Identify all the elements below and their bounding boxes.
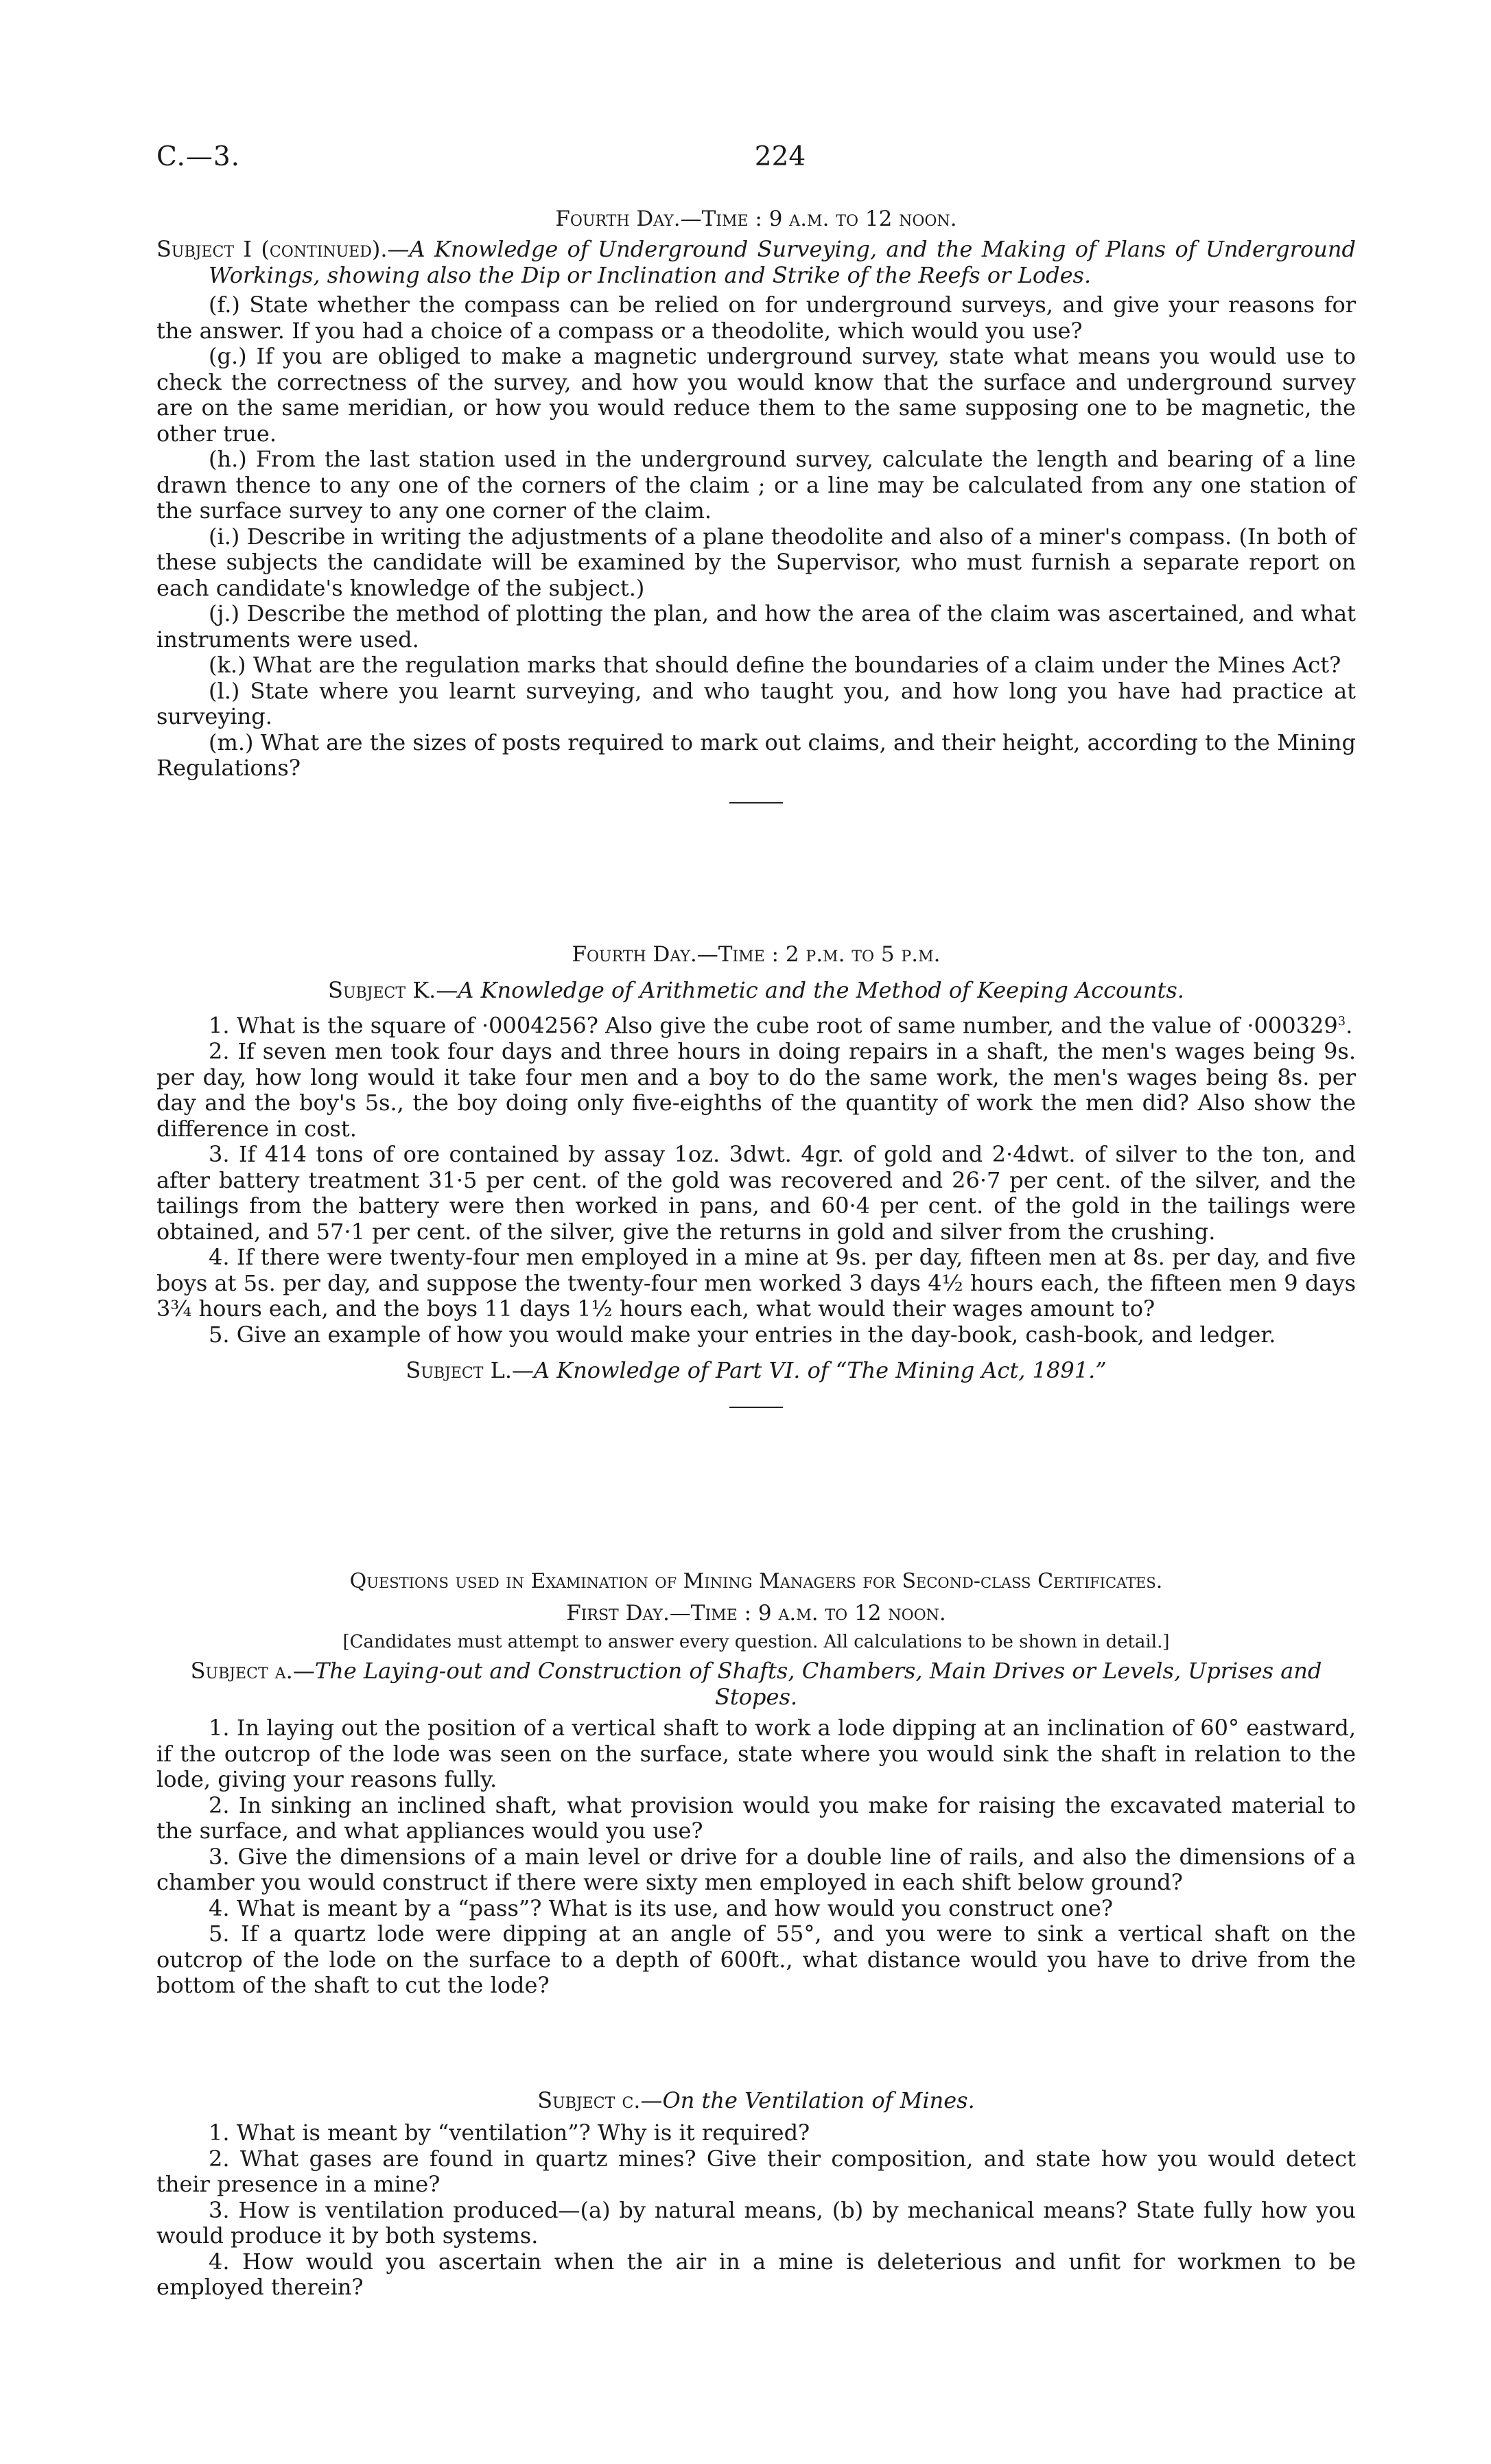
question-item: (j.) Describe the method of plotting the plan, and how the area of the claim was ascertained, and what instruments were used. xyxy=(156,600,1356,653)
question-list xyxy=(156,1009,1356,1348)
question-item: 1. In laying out the position of a vertical shaft to work a lode dipping at an inclination of 60° eastward, if the outcrop of the lode was seen on the surface, state where you would sink the shaft in relation to the lode, giving your reasons fully. xyxy=(156,1715,1356,1792)
subject-title: The Laying-out and Construction of Shafts, Chambers, Main Drives or Levels, Uprises and Stopes. xyxy=(314,1658,1322,1710)
page-header xyxy=(156,141,1356,183)
question-item: 5. If a quartz lode were dipping at an angle of 55°, and you were to sink a vertical shaft on the outcrop of the lode on the surface to a depth of 600ft., what distance would you have to drive from the bottom of the shaft to cut the lode? xyxy=(156,1921,1356,1998)
question-item: (l.) State where you learnt surveying, and who taught you, and how long you have had practice at surveying. xyxy=(156,677,1356,729)
question-item: 4. What is meant by a “pass”? What is its use, and how would you construct one? xyxy=(209,1894,1113,1921)
question-item: 3. If 414 tons of ore contained by assay 1oz. 3dwt. 4gr. of gold and 2·4dwt. of silver to the ton, and after battery treatment 31·5 per cent. of the gold was recovered and 26·7 per cent. of the silver, and the tailings from the battery were then worked in pans, and 60·4 per cent. of the gold in the tailings were obtained, and 57·1 per cent. of the silver, give the returns in gold and silver from the crushing. xyxy=(156,1141,1356,1245)
question-item: (i.) Describe in writing the adjustments of a plane theodolite and also of a miner's compass. (In both of these subjects the candidate will be examined by the Supervisor, who must furnish a separate report on each candidate's knowledge of the subject.) xyxy=(156,523,1356,601)
question-item: 5. Give an example of how you would make your entries in the day-book, cash-book, and ledger. xyxy=(209,1321,1276,1348)
subject-title: A Knowledge of Underground Surveying, and the Making of Plans of Underground Workings, showing also the Dip or Inclination and Strike of the Reefs or Lodes. xyxy=(209,236,1356,288)
question-item: (f.) State whether the compass can be relied on for underground surveys, and give your reasons for the answer. If you had a choice of a compass or a theodolite, which would you use? xyxy=(156,292,1356,344)
subject-l-heading xyxy=(156,1357,1356,1383)
section-ventilation xyxy=(156,2087,1356,2301)
question-item: 2. What gases are found in quartz mines? Give their composition, and state how you would detect their presence in a mine? xyxy=(156,2145,1356,2197)
subject-heading xyxy=(156,1658,1356,1710)
section-second-class-exam xyxy=(156,1569,1356,1999)
subject-label: Subject K.— xyxy=(328,977,458,1003)
subject-title: A Knowledge of Part VI. of “The Mining Act, 1891.” xyxy=(534,1357,1107,1384)
question-item xyxy=(156,1009,1356,1039)
document-id: C.—3. xyxy=(156,141,241,172)
day-heading: First Day.—Time : 9 a.m. to 12 noon. xyxy=(566,1601,946,1626)
subject-heading xyxy=(156,2087,1356,2113)
question-item: (m.) What are the sizes of posts required to mark out claims, and their height, according to the Mining Regulations? xyxy=(156,729,1356,781)
day-heading: Fourth Day.—Time : 2 p.m. to 5 p.m. xyxy=(572,942,941,967)
question-item: (g.) If you are obliged to make a magnetic underground survey, state what means you would use to check the correctness of the survey, and how you would know that the surface and underground survey are on the same meridian, or how you would reduce them to the same supposing one to be magnetic, the other true. xyxy=(156,343,1356,447)
instructions-note: [Candidates must attempt to answer every question. All calculations to be shown in detail.] xyxy=(342,1632,1170,1652)
section-divider xyxy=(156,1407,1356,1408)
question-list xyxy=(156,1715,1356,1999)
subject-heading xyxy=(156,977,1356,1003)
question-item: 4. If there were twenty-four men employed in a mine at 9s. per day, fifteen men at 8s. per day, and five boys at 5s. per day, and suppose the twenty-four men worked 3 days 4½ hours each, the fifteen men 9 days 3¾ hours each, and the boys 11 days 1½ hours each, what would their wages amount to? xyxy=(156,1244,1356,1322)
question-item: (k.) What are the regulation marks that should define the boundaries of a claim under the Mines Act? xyxy=(209,652,1341,678)
subject-title: A Knowledge of Arithmetic and the Method of Keeping Accounts. xyxy=(458,977,1184,1003)
question-item: 3. How is ventilation produced—(a) by natural means, (b) by mechanical means? State fully how you would produce it by both systems. xyxy=(156,2196,1356,2249)
question-item: 2. If seven men took four days and three hours in doing repairs in a shaft, the men's wages being 9s. per day, how long would it take four men and a boy to do the same work, the men's wages being 8s. per day and the boy's 5s., the boy doing only five-eighths of the quantity of work the men did? Also show the difference in cost. xyxy=(156,1038,1356,1142)
question-item: (h.) From the last station used in the underground survey, calculate the length and bearing of a line drawn thence to any one of the corners of the claim ; or a line may be calculated from any one station of the surface survey to any one corner of the claim. xyxy=(156,446,1356,524)
exam-heading: Questions used in Examination of Mining Managers for Second-class Certificates. xyxy=(349,1569,1163,1593)
section-fourth-day-afternoon xyxy=(156,941,1356,1408)
day-heading: Fourth Day.—Time : 9 a.m. to 12 noon. xyxy=(555,207,957,231)
exponent: 3 xyxy=(1337,1014,1346,1029)
subject-label: Subject I (continued).— xyxy=(156,236,410,262)
section-divider xyxy=(156,802,1356,803)
subject-label: Subject a.— xyxy=(190,1658,315,1684)
question-list xyxy=(156,292,1356,782)
question-item: 1. What is meant by “ventilation”? Why is it required? xyxy=(209,2120,810,2146)
question-text: 1. What is the square of ·0004256? Also give the cube root of same number, and the value of ·000329 xyxy=(209,1012,1338,1039)
section-fourth-day-morning xyxy=(156,206,1356,803)
subject-label: Subject L.— xyxy=(406,1357,534,1384)
question-item: 3. Give the dimensions of a main level or drive for a double line of rails, and also the dimensions of a chamber you would construct if there were sixty men employed in each shift below ground? xyxy=(156,1843,1356,1895)
subject-heading xyxy=(156,236,1356,288)
question-end: . xyxy=(1346,1012,1353,1039)
question-item: 4. How would you ascertain when the air in a mine is deleterious and unfit for workmen to be employed therein? xyxy=(156,2248,1356,2300)
subject-title: On the Ventilation of Mines. xyxy=(662,2087,975,2113)
page-number: 224 xyxy=(754,141,806,172)
subject-label: Subject c.— xyxy=(537,2087,663,2113)
question-list xyxy=(156,2120,1356,2301)
question-item: 2. In sinking an inclined shaft, what provision would you make for raising the excavated material to the surface, and what appliances would you use? xyxy=(156,1792,1356,1844)
